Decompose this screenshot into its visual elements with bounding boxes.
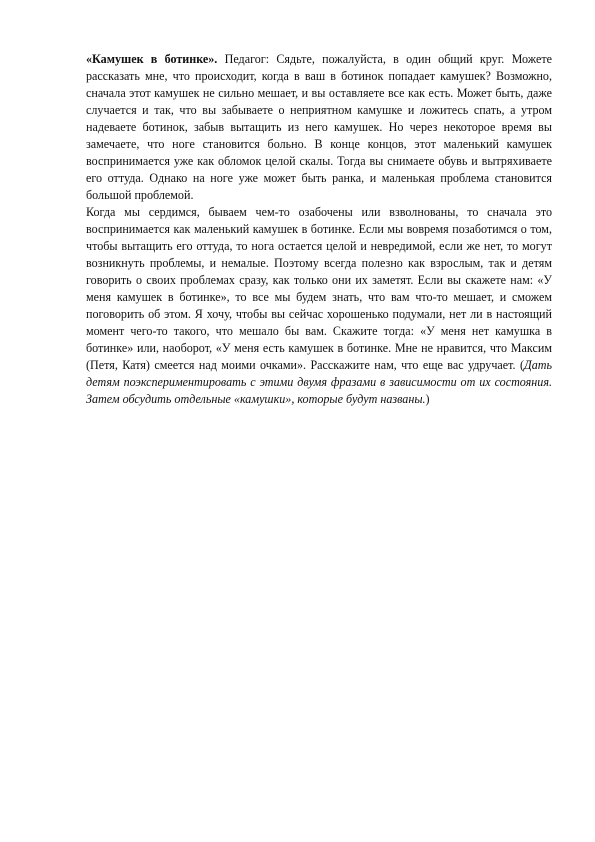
paragraph-2	[86, 204, 552, 408]
paragraph-2-body: Когда мы сердимся, бываем чем-то озабочены или взволнованы, то сначала это воспринимается как маленький камушек в ботинке. Если мы вовремя позаботимся о том, чтобы вытащить его оттуда, то нога остается целой и невредимой, если же нет, то могут возникнуть проблемы, и немалые. Поэтому всегда полезно как взрослым, так и детям говорить о своих проблемах сразу, как только они их заметят. Если вы скажете нам: «У меня камушек в ботинке», то все мы будем знать, что вам что-то мешает, и сможем поговорить об этом. Я хочу, чтобы вы сейчас хорошенько подумали, нет ли в настоящий момент чего-то такого, что мешало бы вам. Скажите тогда: «У меня нет камушка в ботинке» или, наоборот, «У меня есть камушек в ботинке. Мне не нравится, что Максим (Петя, Катя) смеется над моими очками». Расскажите нам, что еще вас удручает.	[86, 205, 552, 372]
paragraph-1	[86, 51, 552, 204]
note-close-paren: )	[425, 392, 430, 406]
paragraph-1-body: Педагог: Сядьте, пожалуйста, в один общий круг. Можете рассказать мне, что происходит, когда в ваш в ботинок попадает камушек? Возможно, сначала этот камушек не сильно мешает, и вы оставляете все как есть. Может быть, даже случается и так, что вы забываете о неприятном камушке и ложитесь спать, а утром надеваете ботинок, забыв вытащить из него камушек. Но через некоторое время вы замечаете, что ноге становится больно. В конце концов, этот маленький камушек воспринимается уже как обломок целой скалы. Тогда вы снимаете обувь и вытряхиваете его оттуда. Однако на ноге уже может быть ранка, и маленькая проблема становится большой проблемой.	[86, 52, 552, 202]
exercise-title: «Камушек в ботинке».	[86, 52, 218, 66]
teacher-note: Дать детям поэкспериментировать с этими двумя фразами в зависимости от их состояния. Затем обсудить отдельные «камушки», которые будут названы.	[86, 358, 552, 406]
note-open-paren: (	[519, 358, 525, 372]
document-text	[86, 51, 552, 408]
